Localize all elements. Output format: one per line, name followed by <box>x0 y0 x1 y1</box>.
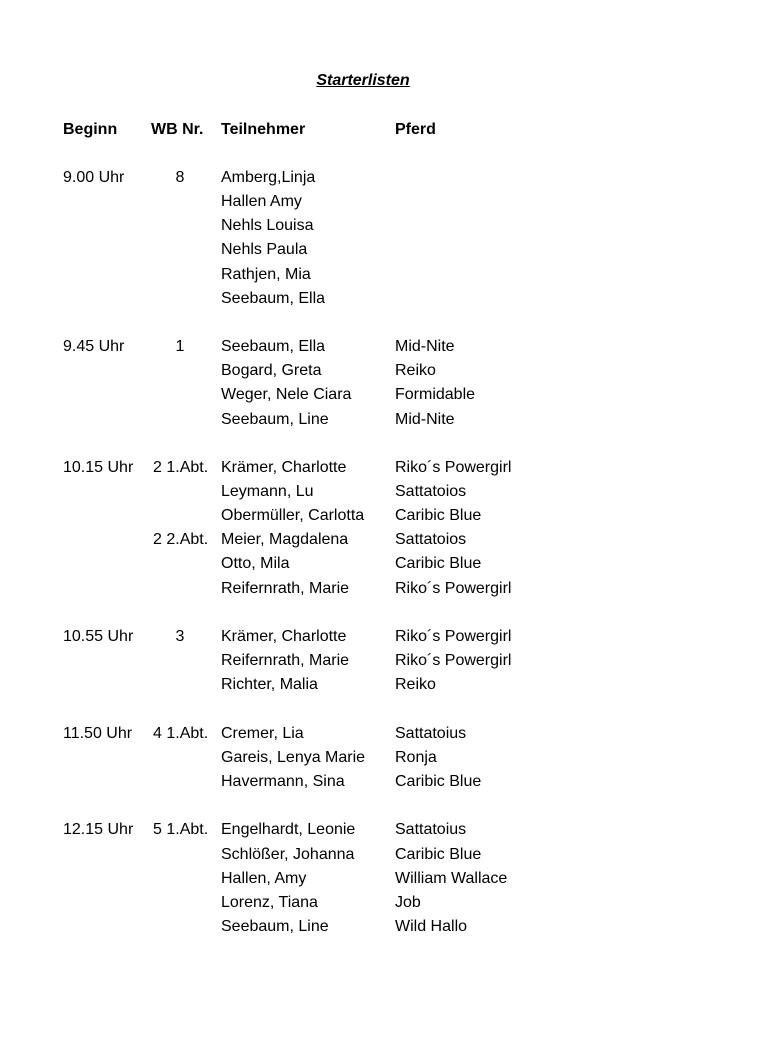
wb-number: 3 <box>175 628 185 645</box>
wb-number: 5 1.Abt. <box>153 821 209 838</box>
participant-name: Nehls Louisa <box>221 217 314 234</box>
participant-name: Bogard, Greta <box>221 362 322 379</box>
table-row <box>0 552 768 576</box>
participant-name: Amberg,Linja <box>221 169 316 186</box>
horse-name: Sattatoius <box>395 725 467 742</box>
table-row <box>0 577 768 601</box>
participant-name: Seebaum, Ella <box>221 338 326 355</box>
table-row <box>0 480 768 504</box>
table-row <box>0 770 768 794</box>
participant-name: Leymann, Lu <box>221 483 314 500</box>
horse-name: Caribic Blue <box>395 507 482 524</box>
participant-name: Krämer, Charlotte <box>221 459 347 476</box>
start-time: 11.50 Uhr <box>63 725 133 742</box>
table-row <box>0 722 768 746</box>
table-row <box>0 649 768 673</box>
table-row <box>0 528 768 552</box>
horse-name: Caribic Blue <box>395 773 482 790</box>
table-row <box>0 287 768 311</box>
participant-name: Weger, Nele Ciara <box>221 386 352 403</box>
wb-number: 2 1.Abt. <box>153 459 209 476</box>
participant-name: Engelhardt, Leonie <box>221 821 356 838</box>
table-row <box>0 818 768 842</box>
header-beginn: Beginn <box>63 121 118 138</box>
participant-name: Seebaum, Line <box>221 411 329 428</box>
horse-name: Sattatoios <box>395 483 467 500</box>
table-row <box>0 190 768 214</box>
table-row <box>0 915 768 939</box>
table-row <box>0 456 768 480</box>
table-row <box>0 263 768 287</box>
wb-number: 1 <box>175 338 185 355</box>
table-row <box>0 673 768 697</box>
table-row <box>0 359 768 383</box>
participant-name: Cremer, Lia <box>221 725 304 742</box>
horse-name: Sattatoios <box>395 531 467 548</box>
horse-name: Riko´s Powergirl <box>395 459 512 476</box>
horse-name: Riko´s Powergirl <box>395 652 512 669</box>
wb-number: 8 <box>175 169 185 186</box>
horse-name: Ronja <box>395 749 437 766</box>
participant-name: Seebaum, Ella <box>221 290 326 307</box>
table-row <box>0 335 768 359</box>
header-pferd: Pferd <box>395 121 436 138</box>
horse-name: Reiko <box>395 362 436 379</box>
header-teilnehmer: Teilnehmer <box>221 121 306 138</box>
table-row <box>0 214 768 238</box>
header-wb-nr: WB Nr. <box>151 121 204 138</box>
horse-name: William Wallace <box>395 870 508 887</box>
start-time: 10.15 Uhr <box>63 459 134 476</box>
participant-name: Meier, Magdalena <box>221 531 349 548</box>
horse-name: Riko´s Powergirl <box>395 580 512 597</box>
participant-name: Havermann, Sina <box>221 773 345 790</box>
horse-name: Caribic Blue <box>395 555 482 572</box>
participant-name: Schlößer, Johanna <box>221 846 355 863</box>
table-header <box>0 118 768 142</box>
start-time: 9.00 Uhr <box>63 169 125 186</box>
participant-name: Otto, Mila <box>221 555 290 572</box>
participant-name: Reifernrath, Marie <box>221 580 350 597</box>
table-row <box>0 843 768 867</box>
participant-name: Hallen Amy <box>221 193 302 210</box>
horse-name: Reiko <box>395 676 436 693</box>
horse-name: Mid-Nite <box>395 411 455 428</box>
participant-name: Reifernrath, Marie <box>221 652 350 669</box>
table-row <box>0 504 768 528</box>
horse-name: Mid-Nite <box>395 338 455 355</box>
horse-name: Job <box>395 894 421 911</box>
start-time: 10.55 Uhr <box>63 628 134 645</box>
participant-name: Krämer, Charlotte <box>221 628 347 645</box>
participant-name: Seebaum, Line <box>221 918 329 935</box>
wb-number: 4 1.Abt. <box>153 725 209 742</box>
start-time: 12.15 Uhr <box>63 821 134 838</box>
participant-name: Richter, Malia <box>221 676 318 693</box>
participant-name: Gareis, Lenya Marie <box>221 749 366 766</box>
participant-name: Obermüller, Carlotta <box>221 507 365 524</box>
horse-name: Sattatoius <box>395 821 467 838</box>
table-row <box>0 238 768 262</box>
start-time: 9.45 Uhr <box>63 338 125 355</box>
horse-name: Riko´s Powergirl <box>395 628 512 645</box>
table-row <box>0 891 768 915</box>
page-title: Starterlisten <box>316 72 410 89</box>
table-row <box>0 746 768 770</box>
horse-name: Caribic Blue <box>395 846 482 863</box>
participant-name: Rathjen, Mia <box>221 266 311 283</box>
table-row <box>0 408 768 432</box>
table-row <box>0 166 768 190</box>
participant-name: Nehls Paula <box>221 241 308 258</box>
participant-name: Hallen, Amy <box>221 870 307 887</box>
horse-name: Wild Hallo <box>395 918 468 935</box>
wb-number: 2 2.Abt. <box>153 531 209 548</box>
table-row <box>0 625 768 649</box>
participant-name: Lorenz, Tiana <box>221 894 318 911</box>
table-row <box>0 867 768 891</box>
horse-name: Formidable <box>395 386 476 403</box>
table-row <box>0 383 768 407</box>
